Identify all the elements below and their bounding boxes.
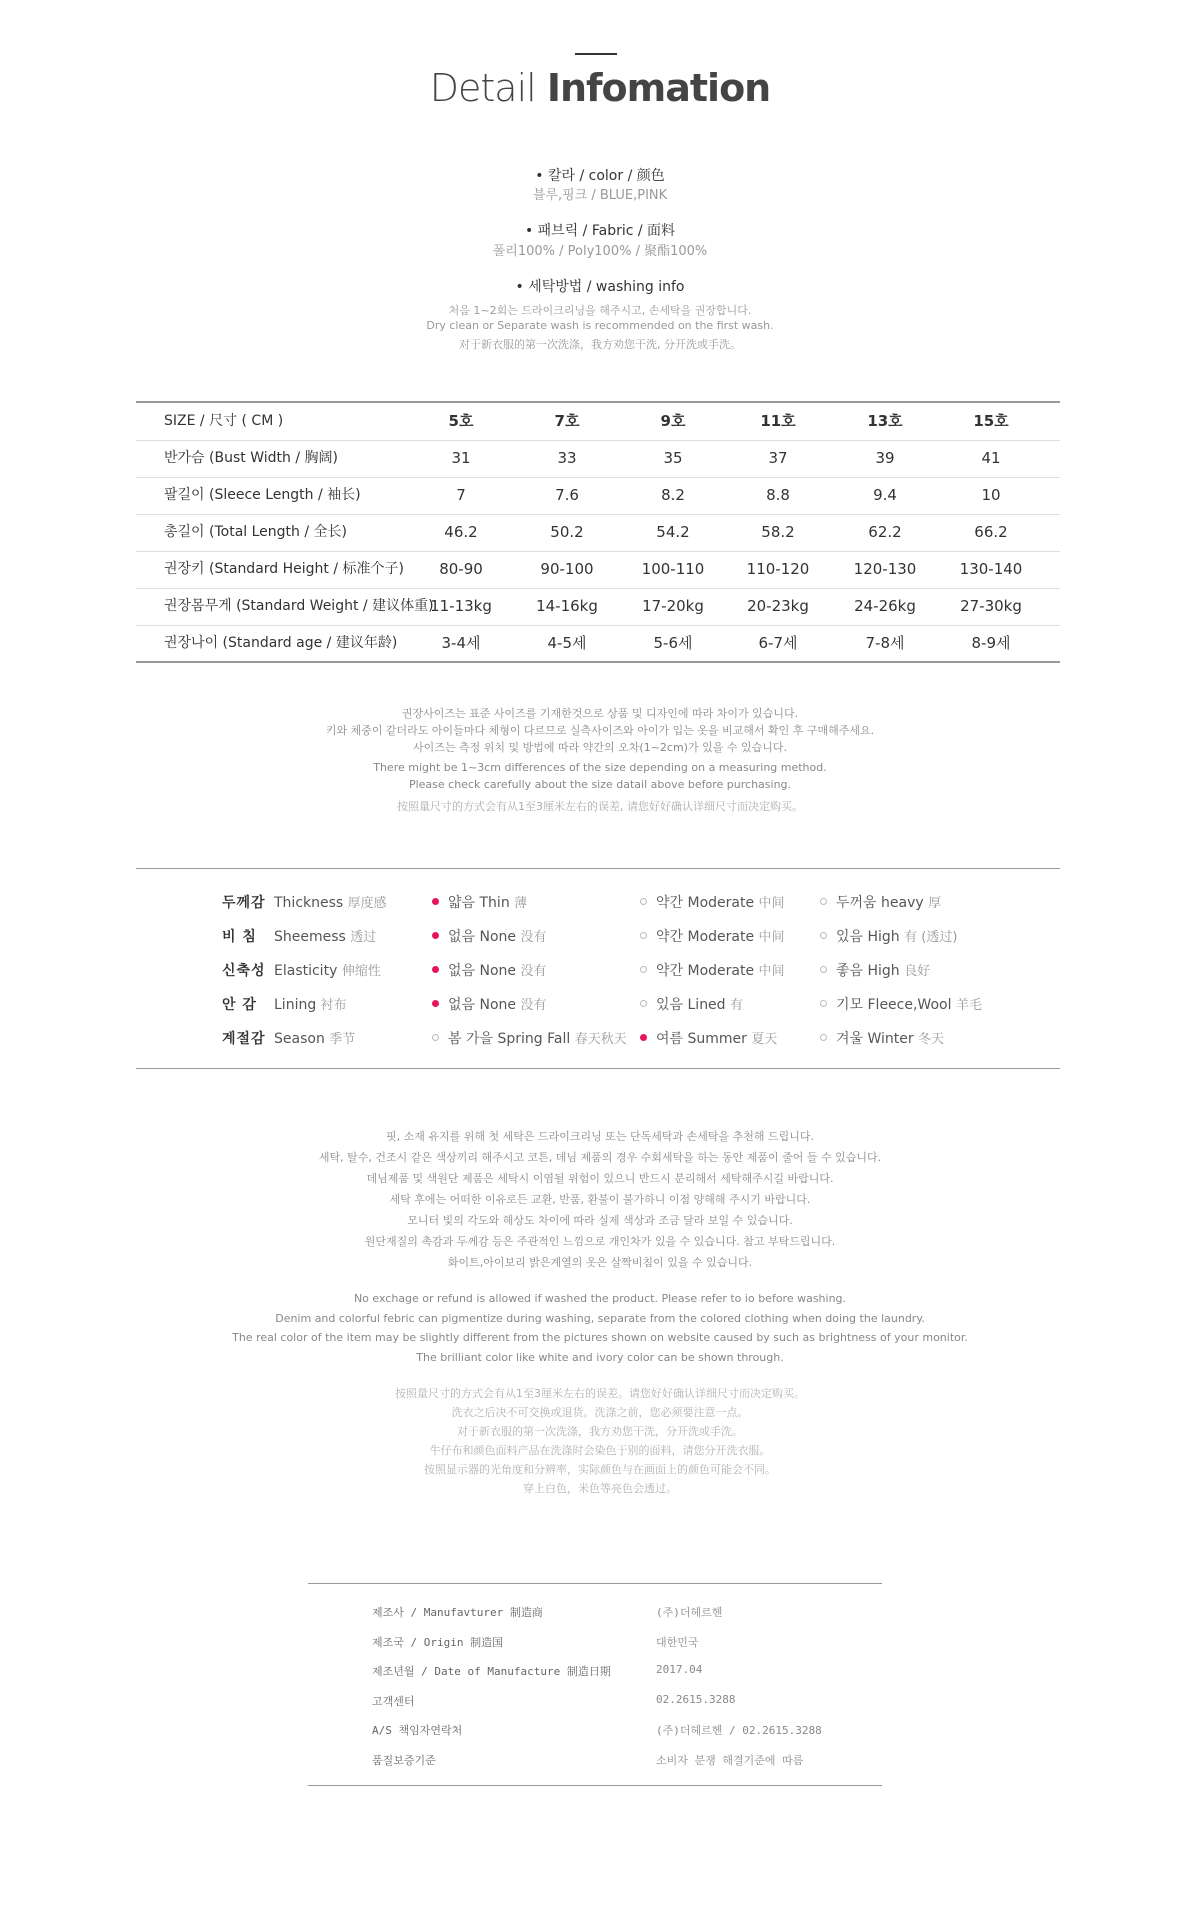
empty-dot-icon xyxy=(640,1000,647,1007)
option-cn: 薄 xyxy=(514,896,528,911)
table-row xyxy=(136,514,1060,552)
size-col: 15호 xyxy=(973,412,1009,430)
manufacturer-label: 제조국 / Origin 制造国 xyxy=(372,1635,504,1649)
size-note: 사이즈는 측정 위치 및 방법에 따라 약간의 오차(1~2cm)가 있을 수 있습니다. xyxy=(413,741,787,754)
empty-dot-icon xyxy=(820,1000,827,1007)
title-light: Detail xyxy=(429,66,536,110)
option-cn: 中间 xyxy=(758,896,785,911)
empty-dot-icon xyxy=(820,966,827,973)
attribute-row xyxy=(136,922,1060,952)
option xyxy=(640,956,785,987)
attribute-en-text: Sheemess xyxy=(274,929,346,945)
table-row xyxy=(136,588,1060,626)
color-label: • 칼라 / color / 颜色 xyxy=(535,168,665,184)
option-label: 봄 가을 Spring Fall xyxy=(448,1031,571,1047)
manufacturer-value: 대한민국 xyxy=(656,1635,699,1649)
row-label: 반가슴 (Bust Width / 胸阔) xyxy=(164,450,338,466)
option xyxy=(640,922,785,953)
attribute-name-en xyxy=(274,956,381,987)
table-cell: 11-13kg xyxy=(430,597,492,615)
size-col: 9호 xyxy=(660,412,686,430)
option-selected xyxy=(432,888,527,919)
care-note: 穿上白色，米色等亮色会透过。 xyxy=(523,1482,677,1495)
care-note: The brilliant color like white and ivory color can be shown through. xyxy=(416,1350,784,1364)
option-label: 없음 None xyxy=(448,929,517,945)
attribute-row xyxy=(136,956,1060,986)
table-cell: 24-26kg xyxy=(854,597,916,615)
option-label: 약간 Moderate xyxy=(656,895,755,911)
table-cell: 31 xyxy=(451,449,471,467)
option-cn: 冬天 xyxy=(918,1032,945,1047)
table-cell: 58.2 xyxy=(761,523,795,541)
table-cell: 66.2 xyxy=(974,523,1008,541)
table-row xyxy=(136,551,1060,589)
manufacturer-label: 제조년월 / Date of Manufacture 制造日期 xyxy=(372,1665,611,1678)
empty-dot-icon xyxy=(432,1034,439,1041)
washing-line: Dry clean or Separate wash is recommended on the first wash. xyxy=(426,319,774,332)
option-cn: 没有 xyxy=(520,930,547,945)
option-label: 기모 Fleece,Wool xyxy=(836,997,952,1013)
size-col: 7호 xyxy=(554,412,580,430)
table-cell: 7 xyxy=(456,486,466,504)
option-label: 없음 None xyxy=(448,997,517,1013)
row-label: 권장키 (Standard Height / 标准个子) xyxy=(164,561,404,577)
attribute-name-ko: 신축성 xyxy=(222,963,266,979)
table-cell: 100-110 xyxy=(641,560,705,578)
table-cell: 8.2 xyxy=(661,486,685,504)
option-cn: 夏天 xyxy=(751,1032,778,1047)
attribute-en-text: Lining xyxy=(274,997,317,1013)
option-cn: 厚 xyxy=(928,896,942,911)
fabric-value: 폴리100% / Poly100% / 聚酯100% xyxy=(492,244,708,259)
option-label: 얇음 Thin xyxy=(448,895,510,911)
option-label: 여름 Summer xyxy=(656,1031,747,1047)
table-cell: 4-5세 xyxy=(547,634,587,652)
manufacturer-value: (주)더헤르헨 / 02.2615.3288 xyxy=(656,1724,822,1737)
filled-dot-icon xyxy=(432,932,439,939)
manufacturer-label: 품질보증기준 xyxy=(372,1753,436,1767)
table-cell: 27-30kg xyxy=(960,597,1022,615)
table-cell: 120-130 xyxy=(853,560,917,578)
care-note: 按照显示器的光角度和分辨率，实际颜色与在画面上的颜色可能会不同。 xyxy=(424,1463,776,1476)
color-value: 블루,핑크 / BLUE,PINK xyxy=(532,188,668,203)
care-note: 데님제품 및 색원단 제품은 세탁시 이염될 위험이 있으니 반드시 분리해서 세탁해주시길 바랍니다. xyxy=(366,1172,834,1185)
option-selected xyxy=(432,990,547,1021)
care-note: 화이트,아이보리 밝은계열의 옷은 살짝비침이 있을 수 있습니다. xyxy=(447,1256,753,1269)
attribute-name-ko: 두께감 xyxy=(222,895,266,911)
washing-line: 对于新衣服的第一次洗涤，我方劝您干洗, 分开洗或手洗。 xyxy=(459,338,741,351)
option-cn: 有 (透过) xyxy=(904,930,958,945)
option xyxy=(820,1024,944,1055)
care-note: Denim and colorful febric can pigmentize during washing, separate from the colored clothing when doing the laundry. xyxy=(275,1311,925,1325)
filled-dot-icon xyxy=(640,1034,647,1041)
table-cell: 8-9세 xyxy=(971,634,1011,652)
table-cell: 130-140 xyxy=(959,560,1023,578)
row-label: 팔길이 (Sleece Length / 袖长) xyxy=(164,487,361,503)
fabric-label: • 패브릭 / Fabric / 面料 xyxy=(524,223,676,239)
attributes-bottom-rule xyxy=(136,1068,1060,1069)
table-cell: 20-23kg xyxy=(747,597,809,615)
manufacturer-value: 2017.04 xyxy=(656,1663,703,1676)
option-cn: 春天秋天 xyxy=(574,1032,627,1047)
table-cell: 35 xyxy=(663,449,683,467)
attribute-name-en xyxy=(274,1024,355,1055)
option-selected xyxy=(640,1024,777,1055)
table-cell: 41 xyxy=(981,449,1001,467)
attribute-en-text: Elasticity xyxy=(274,963,338,979)
care-note: 按照量尺寸的方式会有从1至3厘米左右的误差。请您好好确认详细尺寸而决定购买。 xyxy=(395,1387,805,1400)
option-selected xyxy=(432,956,547,987)
care-note: 牛仔布和颜色面料产品在洗涤时会染色于别的面料，请您分开洗衣服。 xyxy=(429,1444,771,1457)
option xyxy=(820,990,982,1021)
table-cell: 50.2 xyxy=(550,523,584,541)
size-col: 11호 xyxy=(760,412,796,430)
title-rule xyxy=(575,53,617,55)
table-cell: 14-16kg xyxy=(536,597,598,615)
attribute-cn-text: 透过 xyxy=(350,930,377,945)
manufacturer-value: 소비자 분쟁 해결기준에 따름 xyxy=(656,1753,804,1767)
option-cn: 没有 xyxy=(520,998,547,1013)
table-cell: 39 xyxy=(875,449,895,467)
attribute-name-en xyxy=(274,922,376,953)
option-label: 겨울 Winter xyxy=(836,1031,914,1047)
attribute-name-ko: 비 침 xyxy=(222,929,257,945)
option xyxy=(640,888,785,919)
title-bold: Infomation xyxy=(546,66,771,110)
manufacturer-top-rule xyxy=(308,1583,882,1584)
size-note: 키와 체중이 같더라도 아이들마다 체형이 다르므로 실측사이즈와 아이가 입는 옷을 비교해서 확인 후 구매해주세요. xyxy=(325,724,875,737)
table-cell: 8.8 xyxy=(766,486,790,504)
table-cell: 9.4 xyxy=(873,486,897,504)
manufacturer-label: 제조사 / Manufavturer 制造商 xyxy=(372,1606,543,1619)
attribute-name-ko: 안 감 xyxy=(222,997,257,1013)
care-note: 对于新衣服的第一次洗涤，我方劝您干洗，分开洗或手洗。 xyxy=(457,1425,743,1438)
attribute-cn-text: 衬布 xyxy=(320,998,347,1013)
row-label: 권장몸무게 (Standard Weight / 建议体重) xyxy=(164,598,434,614)
option-label: 약간 Moderate xyxy=(656,929,755,945)
empty-dot-icon xyxy=(640,932,647,939)
row-label: 권장나이 (Standard age / 建议年龄) xyxy=(164,635,398,651)
filled-dot-icon xyxy=(432,898,439,905)
empty-dot-icon xyxy=(640,966,647,973)
care-note: 세탁 후에는 어떠한 이유로든 교환, 반품, 환불이 불가하니 이점 양해해 주시기 바랍니다. xyxy=(389,1193,811,1206)
table-cell: 80-90 xyxy=(439,560,483,578)
size-col: 5호 xyxy=(448,412,474,430)
attribute-name-en xyxy=(274,888,387,919)
size-note: There might be 1~3cm differences of the size depending on a measuring method. xyxy=(373,761,827,774)
size-note: 按照量尺寸的方式会有从1至3厘米左右的误差, 请您好好确认详细尺寸而决定购买。 xyxy=(397,800,803,813)
table-cell: 7.6 xyxy=(555,486,579,504)
table-cell: 62.2 xyxy=(868,523,902,541)
filled-dot-icon xyxy=(432,1000,439,1007)
option-cn: 中间 xyxy=(758,964,785,979)
empty-dot-icon xyxy=(820,1034,827,1041)
attribute-row xyxy=(136,1024,1060,1054)
size-note: 권장사이즈는 표준 사이즈를 기재한것으로 상품 및 디자인에 따라 차이가 있습니다. xyxy=(401,707,799,720)
option-label: 좋음 High xyxy=(836,963,900,979)
attribute-row xyxy=(136,990,1060,1020)
filled-dot-icon xyxy=(432,966,439,973)
size-header-label: SIZE / 尺寸 ( CM ) xyxy=(164,413,284,429)
page-title xyxy=(0,66,1200,110)
attributes-top-rule xyxy=(136,868,1060,869)
table-cell: 54.2 xyxy=(656,523,690,541)
table-row xyxy=(136,440,1060,478)
option-label: 약간 Moderate xyxy=(656,963,755,979)
table-row xyxy=(136,477,1060,515)
table-cell: 17-20kg xyxy=(642,597,704,615)
care-note: 원단재질의 촉감과 두께감 등은 주관적인 느낌으로 개인차가 있을 수 있습니다. 참고 부탁드립니다. xyxy=(364,1235,836,1248)
table-cell: 3-4세 xyxy=(441,634,481,652)
row-label: 총길이 (Total Length / 全长) xyxy=(164,524,347,540)
option xyxy=(820,922,957,953)
option-cn: 良好 xyxy=(904,964,931,979)
care-note: 세탁, 탈수, 건조시 같은 색상끼리 해주시고 코튼, 데님 제품의 경우 수회세탁을 하는 동안 제품이 줄어 들 수 있습니다. xyxy=(318,1151,882,1164)
empty-dot-icon xyxy=(640,898,647,905)
table-row xyxy=(136,625,1060,663)
attribute-cn-text: 厚度感 xyxy=(347,896,387,911)
option-label: 없음 None xyxy=(448,963,517,979)
table-cell: 5-6세 xyxy=(653,634,693,652)
attribute-cn-text: 伸缩性 xyxy=(341,964,381,979)
option xyxy=(820,888,941,919)
manufacturer-label: 고객센터 xyxy=(372,1694,415,1708)
option-label: 두꺼움 heavy xyxy=(836,895,924,911)
size-table-header xyxy=(136,403,1060,441)
option xyxy=(820,956,930,987)
care-note: The real color of the item may be slightly different from the pictures shown on website caused by such as brightness of your monitor. xyxy=(232,1331,968,1344)
attribute-en-text: Season xyxy=(274,1031,325,1047)
attribute-cn-text: 季节 xyxy=(329,1032,356,1047)
washing-line: 처음 1~2회는 드라이크리닝을 해주시고, 손세탁을 권장합니다. xyxy=(448,304,752,317)
attribute-en-text: Thickness xyxy=(274,895,344,911)
table-cell: 10 xyxy=(981,486,1001,504)
table-cell: 6-7세 xyxy=(758,634,798,652)
manufacturer-bottom-rule xyxy=(308,1785,882,1786)
attribute-name-en xyxy=(274,990,347,1021)
care-note: No exchage or refund is allowed if washed the product. Please refer to io before washing. xyxy=(353,1292,847,1305)
attribute-row xyxy=(136,888,1060,918)
option-cn: 中间 xyxy=(758,930,785,945)
option-selected xyxy=(432,922,547,953)
table-cell: 37 xyxy=(768,449,788,467)
empty-dot-icon xyxy=(820,898,827,905)
manufacturer-value: (주)더헤르헨 xyxy=(656,1606,723,1619)
manufacturer-value: 02.2615.3288 xyxy=(656,1692,736,1706)
table-cell: 46.2 xyxy=(444,523,478,541)
table-bottom-rule xyxy=(136,661,1060,663)
table-cell: 110-120 xyxy=(746,560,810,578)
manufacturer-label: A/S 책임자연락처 xyxy=(372,1724,463,1737)
attribute-name-ko: 계절감 xyxy=(222,1031,266,1047)
option xyxy=(640,990,743,1021)
care-note: 洗衣之后决不可交换或退货。洗涤之前，您必须要注意一点。 xyxy=(451,1406,749,1419)
empty-dot-icon xyxy=(820,932,827,939)
table-cell: 7-8세 xyxy=(865,634,905,652)
option-cn: 没有 xyxy=(520,964,547,979)
option-cn: 有 xyxy=(730,998,744,1013)
size-col: 13호 xyxy=(867,412,903,430)
washing-label: • 세탁방법 / washing info xyxy=(515,279,685,295)
table-cell: 90-100 xyxy=(540,560,594,578)
option-label: 있음 Lined xyxy=(656,997,726,1013)
option xyxy=(432,1024,627,1055)
care-note: 모니터 빛의 각도와 해상도 차이에 따라 실제 색상과 조금 달라 보일 수 있습니다. xyxy=(407,1214,793,1227)
care-note: 핏, 소재 유지를 위해 첫 세탁은 드라이크리닝 또는 단독세탁과 손세탁을 추천해 드립니다. xyxy=(386,1130,814,1143)
table-cell: 33 xyxy=(557,449,577,467)
size-note: Please check carefully about the size datail above before purchasing. xyxy=(408,778,792,791)
option-cn: 羊毛 xyxy=(955,998,982,1013)
option-label: 있음 High xyxy=(836,929,900,945)
